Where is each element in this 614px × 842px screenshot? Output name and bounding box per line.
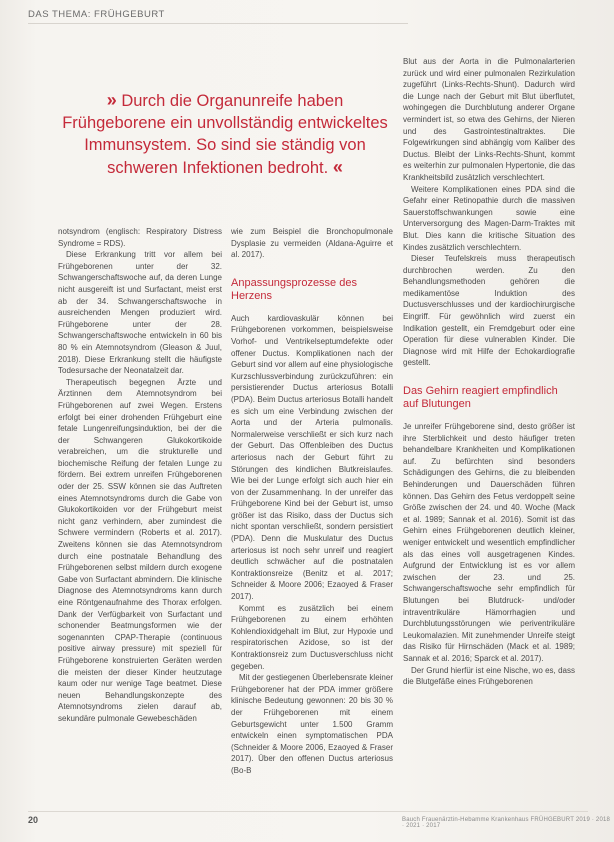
section-header: DAS THEMA: FRÜHGEBURT: [28, 9, 165, 20]
text-column-right: [403, 56, 575, 688]
quote-close-mark: «: [332, 157, 343, 177]
pull-quote: [55, 89, 395, 179]
paragraph: Mit der gestiegenen Überlebensrate kleiner Frühgeborener hat der PDA immer größere klinische Bedeutung gewonnen: 20 bis 30 % der Frühgeborenen mit einem Geburtsgewicht unter 1.500 Gramm entwickeln einen symptomatischen PDA (Schneider & Moore 2006, Ezaoyed & Fraser 2017). Über den offenen Ductus arteriosus (Bo-B: [231, 673, 393, 775]
subheading-heart: Anpassungsprozesse des Herzens: [231, 276, 357, 302]
paragraph: Der Grund hierfür ist eine Nische, wo es, dass die Blutgefäße eines Frühgeborenen: [403, 665, 575, 687]
paragraph: Therapeutisch begegnen Ärzte und Ärztinnen dem Atemnotsyndrom bei Frühgeborenen auf zwei Wegen. Erstens erfolgt bei einer drohenden Frühgeburt eine fetale Lungenreifungsinduktion, bei der die der Schwangeren Glukokortikoide verabreichen, um die strukturelle und biochemische Reifung der fetalen Lunge zu fördern. Bei extrem unreifen Frühgeborenen oder der 25. SSW können sie das Auftreten eines Atemnotsyndroms durch die Gabe von Glukokortikoiden vor der Frühgeburt meist nicht ganz verhindern, aber zumindest die Schwere vermindern (Roberts et al. 2017). Zweitens können sie das Atemnotsyndrom durch eine postnatale Behandlung des Frühgeborenen selbst mildern durch exogene Gabe von Surfactant abmindern. Die klinische Diagnose des Atemnotsyndroms kann durch eine Röntgenaufnahme des Thorax erfolgen. Dank der Verfügbarkeit von Surfactant und schonender Beatmungsformen wie der sogenannten CPAP-Therapie (continuous positive airway pressure) mit speziell für Frühgeborene konstruierten Geräten werden die meisten der dieser Kinder heutzutage kaum oder nur wenige Tage beatmet. Diese neuen Behandlungskonzepte des Atemnotsyndroms zielen darauf ab, sekundäre pulmonale Gewebeschäden: [58, 377, 222, 723]
paragraph: Diese Erkrankung tritt vor allem bei Frühgeborenen unter der 32. Schwangerschaftswoche auf, da deren Lunge nicht ausgereift ist und Surfactant, meist erst ab der 34. Schwangerschaftswoche in ausreichenden Mengen produziert wird. Frühgeborene unter der 28. Schwangerschaftswoche entwickeln in 60 bis 80 % ein Atemnotsyndrom (Gleason & Juul, 2018). Diese Erkrankung stellt die häufigste Todesursache der Neonatalzeit dar.: [58, 250, 222, 376]
subheading-brain: Das Gehirn reagiert empfindlich auf Blutungen: [403, 385, 558, 411]
text-column-left: [58, 226, 222, 725]
quote-open-mark: »: [106, 90, 117, 110]
paragraph: Je unreifer Frühgeborene sind, desto größer ist ihre Sterblichkeit und desto häufiger treten behandelbare Krankheiten und Komplikationen auf. Zu befürchten sind besonders Schädigungen des Gehirns, die zu bleibenden Behinderungen und Dauerschäden führen können. Das Gehirn des Fetus verdoppelt seine Größe zwischen der 24. und 40. Woche (Mack et al. 1989; Sannak et al. 2016). Somit ist das Gehirn eines Frühgeborenen deutlich kleiner, weniger entwickelt und wesentlich empfindlicher als das eines voll ausgetragenen Kindes. Aufgrund der Entwicklung ist es vor allem zwischen der 23. und 25. Schwangerschaftswoche sehr empfindlich für Blutungen bei Blutdruck- und/oder intraventrikuläre Hämorrhagien und Durchblutungsstörungen wie periventrikuläre Leukomalazien. Mit zunehmender Unreife steigt das Risiko für Hirnschäden (Mack et al. 1989; Sannak et al. 2016; Sparck et al. 2017).: [403, 422, 575, 663]
footer-source: Bauch Frauenärztin-Hebamme Krankenhaus FRÜHGEBURT 2019 · 2018 · 2021 · 2017: [402, 817, 611, 829]
paragraph: Weitere Komplikationen eines PDA sind die Gefahr einer Retinopathie durch die massiven Sauerstoffschwankungen sowie eine Unterversorgung des Magen-Darm-Traktes mit Blut. Dies kann die kritische Situation des Kindes zusätzlich verschlechtern.: [403, 184, 575, 252]
page-number: 20: [28, 815, 39, 825]
paragraph: Kommt es zusätzlich bei einem Frühgeborenen zu einem erhöhten Kohlendioxidgehalt im Blut, zur Hypoxie und respiratorischen Azidose, so ist der Kontraktionsreiz zum Ductusverschluss nicht gegeben.: [231, 603, 393, 671]
footer-divider: [28, 811, 588, 812]
paragraph: Blut aus der Aorta in die Pulmonalarterien zurück und wird einer pulmonalen Rezirkulation zugeführt (Links-Rechts-Shunt). Dadurch wird die Lunge nach der Geburt mit Blut überflutet, wohingegen die Durchblutung anderer Organe vermindert ist, so etwa des Gehirns, der Nieren und des Gastrointestinaltraktes. Die Folgewirkungen sind abhängig vom Kaliber des Ductus. Bleibt der Links-Rechts-Shunt, kommt es weiterhin zur pulmonalen Hypertonie, die das Krankheitsbild zusätzlich verschlechtert.: [403, 57, 575, 182]
paragraph: notsyndrom (englisch: Respiratory Distress Syndrome = RDS).: [58, 227, 222, 248]
text-column-middle: [231, 226, 393, 777]
paragraph: Auch kardiovaskulär können bei Frühgeborenen vorkommen, beispielsweise Vorhof- und Ventrikelseptumdefekte oder offener Ductus. Komplikationen nach der Geburt sind vor allem auf eine physiologische Kurzschlussverbindung zurückzuführen: ein persistierender Ductus arteriosus Botalli (PDA). Beim Ductus arteriosus Botalli handelt es sich um eine Verbindung zwischen der Aorta und der Arteria pulmonalis. Normalerweise verschließt er sich kurz nach der Geburt. Das Offenbleiben des Ductus arteriosus nach der Geburt führt zu Störungen des kindlichen Blutkreislaufes. Wie bei der Lunge erfolgt sich auch hier ein von der Zusammenhang. In der unreifer das Frühgeborene Kind bei der Geburt ist, umso größer ist das Risiko, dass der Ductus sich nicht spontan verschließt, sondern persistiert (PDA). Denn die Muskulatur des Ductus arteriosus ist noch sehr unreif und reagiert deutlich schwächer auf die postnatalen Kontraktionsreize (Benitz et al. 2017; Schneider & Moore 2006; Ezaoyed & Fraser 2017).: [231, 313, 393, 602]
paragraph: wie zum Beispiel die Bronchopulmonale Dysplasie zu vermeiden (Aldana-Aguirre et al. 2017).: [231, 227, 393, 260]
paragraph: Dieser Teufelskreis muss therapeutisch durchbrochen werden. Zu den Behandlungsmethoden gehören die medikamentöse Induktion des Ductusverschlusses und der kardiochirurgische Eingriff. Für gewöhnlich wird zuerst ein Indikation gestellt, ein Fremdgeburt oder eine Operation für diese vulnerablen Kinder. Die Diagnose wird mit Hilfe der Echokardiografie gestellt.: [403, 254, 575, 368]
header-divider: [28, 23, 408, 24]
pull-quote-text: Durch die Organunreife haben Frühgeborene ein unvollständig entwickeltes Immunsystem. So sind sie ständig von schweren Infektionen bedroht.: [62, 92, 388, 177]
